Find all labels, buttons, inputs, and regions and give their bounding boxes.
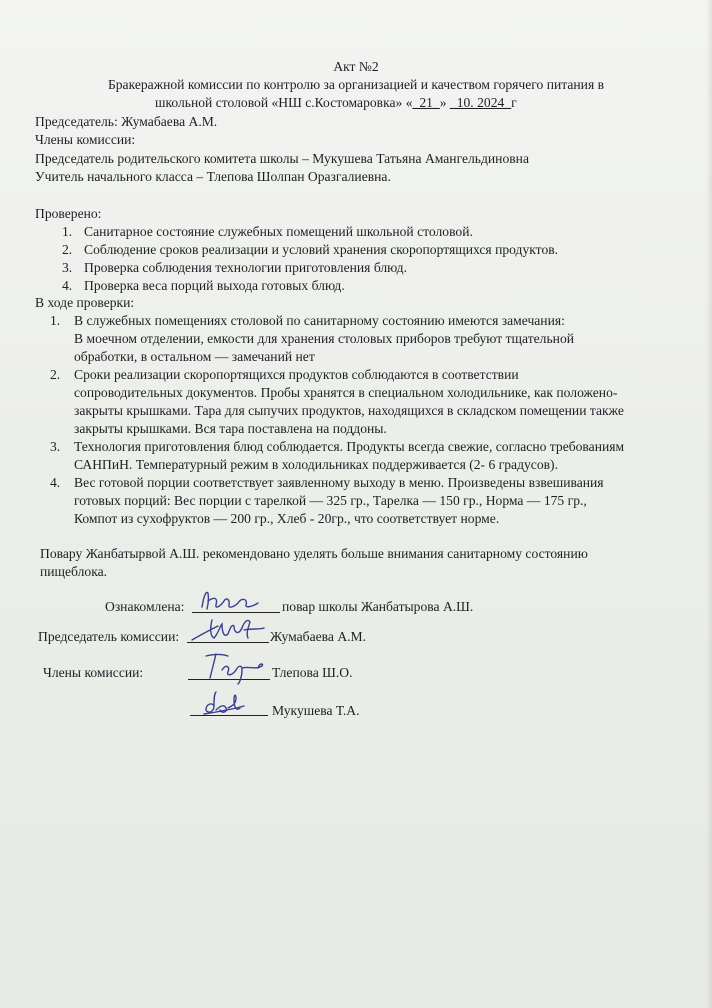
act-month-year: _10. 2024_ (449, 95, 512, 110)
act-day: _21_ (412, 95, 440, 110)
finding-line: Сроки реализации скоропортящихся продуктов соблюдаются в соответствии (74, 367, 519, 382)
finding-line: обработки, в остальном — замечаний нет (74, 349, 315, 364)
checked-item-num: 4. (62, 278, 73, 293)
member1-sign-name: Тлепова Ш.О. (272, 665, 353, 680)
member2-signature (200, 688, 260, 718)
members-sign-label: Члены комиссии: (43, 665, 144, 680)
acquainted-label: Ознакомлена: (105, 599, 185, 614)
member2-sign-name: Мукушева Т.А. (272, 703, 360, 718)
finding-num: 2. (50, 367, 61, 382)
recommendation-line2: пищеблока. (40, 564, 108, 579)
member-line-2: Учитель начального класса – Тлепова Шолпан Оразгалиевна. (35, 169, 391, 184)
checked-item-num: 1. (62, 224, 73, 239)
act-subtitle-line2 (155, 94, 517, 112)
checked-item-text: Санитарное состояние служебных помещений школьной столовой. (84, 224, 473, 239)
subtitle-line2-mid: » (439, 95, 450, 110)
checked-item-text: Проверка соблюдения технологии приготовления блюд. (84, 260, 407, 275)
finding-line: В служебных помещениях столовой по санитарному состоянию имеются замечания: (74, 313, 565, 328)
finding-num: 1. (50, 313, 61, 328)
checked-item-text: Проверка веса порций выхода готовых блюд. (84, 278, 345, 293)
checked-item-text: Соблюдение сроков реализации и условий хранения скоропортящихся продуктов. (84, 242, 559, 257)
finding-line: Вес готовой порции соответствует заявленному выходу в меню. Произведены взвешивания (74, 475, 604, 490)
chairman-signature (188, 612, 270, 646)
members-title: Члены комиссии: (35, 132, 136, 147)
member1-signature (200, 648, 270, 684)
finding-line: закрыты крышками. Тара для сыпучих продуктов, находящихся в складском помещении также (74, 403, 624, 418)
finding-line: сопроводительных документов. Пробы хранятся в специальном холодильнике, как положено- (74, 385, 618, 400)
acquainted-signature (196, 585, 276, 615)
finding-line: готовых порций: Вес порции с тарелкой — 325 гр., Тарелка — 150 гр., Норма — 175 гр., (74, 493, 587, 508)
act-subtitle-line1: Бракеражной комиссии по контролю за организацией и качеством горячего питания в (107, 77, 605, 92)
findings-title: В ходе проверки: (35, 295, 135, 310)
chairman-line: Председатель: Жумабаева А.М. (35, 114, 218, 129)
checked-title: Проверено: (35, 206, 102, 221)
chairman-sign-label: Председатель комиссии: (38, 629, 180, 644)
finding-num: 4. (50, 475, 61, 490)
finding-line: САНПиН. Температурный режим в холодильниках поддерживается (2- 6 градусов). (74, 457, 558, 472)
page-edge-shadow (706, 0, 712, 1008)
member-line-1: Председатель родительского комитета школы – Мукушева Татьяна Амангельдиновна (35, 151, 529, 166)
act-title: Акт №2 (333, 59, 379, 74)
finding-line: Компот из сухофруктов — 200 гр., Хлеб - 20гр., что соответствует норме. (74, 511, 500, 526)
subtitle-line2-post: г (511, 95, 517, 110)
finding-line: В моечном отделении, емкости для хранения столовых приборов требуют тщательной (74, 331, 575, 346)
recommendation-line1: Повару Жанбатырвой А.Ш. рекомендовано уделять больше внимания санитарному состоянию (40, 546, 588, 561)
chairman-sign-name: Жумабаева А.М. (270, 629, 367, 644)
checked-item-num: 2. (62, 242, 73, 257)
checked-item-num: 3. (62, 260, 73, 275)
finding-line: закрыты крышками. Вся тара поставлена на поддоны. (74, 421, 387, 436)
subtitle-line2-pre: школьной столовой «НШ с.Костомаровка» « (155, 95, 413, 110)
acquainted-name: повар школы Жанбатырова А.Ш. (282, 599, 474, 614)
finding-num: 3. (50, 439, 61, 454)
finding-line: Технология приготовления блюд соблюдается. Продукты всегда свежие, согласно требованиям (74, 439, 625, 454)
